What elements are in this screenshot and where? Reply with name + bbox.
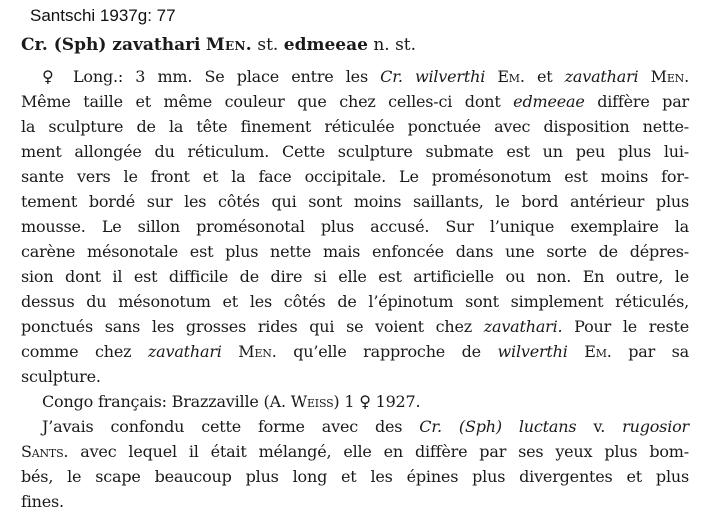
author-abbrev: Men. (650, 67, 689, 86)
italic-term: rugosior (622, 417, 689, 436)
text-line: sion dont il est difficile de dire si elle est artificielle ou non. En outre, le (21, 267, 689, 286)
text-line: tement bordé sur les côtés qui sont moins saillants, le bord antérieur plus (21, 192, 689, 211)
text-line: ment allongée du réticulum. Cette sculpture submate est un peu plus lui- (21, 142, 689, 161)
text-line: la sculpture de la tête finement réticulée ponctuée avec disposition nette- (21, 117, 689, 136)
page-reference: Santschi 1937g: 77 (30, 6, 176, 25)
text-line: sculpture. (21, 367, 101, 386)
text-line: Congo français: Brazzaville (A. Weiss) 1 ♀ 1927. (42, 392, 421, 411)
italic-term: wilverthi (497, 342, 568, 361)
text-line: Sants. avec lequel il était mélangé, elle en diffère par ses yeux plus bom- (21, 442, 689, 461)
italic-term: Cr. (Sph) luctans (419, 417, 577, 436)
taxon-author: Men. (205, 35, 252, 55)
text-line: dessus du mésonotum et les côtés de l’épinotum sont simplement réticulés, (21, 292, 689, 311)
text-line: comme chez zavathari Men. qu’elle rapproche de wilverthi Em. par sa (21, 342, 690, 361)
taxon-genus: Cr. (Sph) zavathari (21, 35, 201, 55)
text-line: J’avais confondu cette forme avec des Cr. (Sph) luctans v. rugosior (42, 417, 689, 436)
text-line: fines. (21, 492, 64, 511)
taxon-title (21, 35, 416, 55)
italic-term: zavathari. (483, 317, 563, 336)
taxon-rank-2: n. st. (373, 35, 417, 55)
italic-term: edmeeae (513, 92, 585, 111)
text-line: Même taille et même couleur que chez celles-ci dont edmeeae diffère par (21, 92, 689, 111)
author-abbrev: Em. (497, 67, 525, 86)
author-abbrev: Sants. (21, 442, 69, 461)
author-abbrev: Weiss (290, 392, 334, 411)
taxon-name: edmeeae (283, 35, 368, 55)
text-line: carène mésonotale est plus nette mais enfoncée dans une sorte de dépres- (21, 242, 689, 261)
taxon-rank-1: st. (257, 35, 279, 55)
author-abbrev: Em. (584, 342, 612, 361)
italic-term: zavathari (147, 342, 222, 361)
text-line: bés, le scape beaucoup plus long et les épines plus divergentes et plus (21, 467, 689, 486)
text-line: ponctués sans les grosses rides qui se voient chez zavathari. Pour le reste (21, 317, 689, 336)
italic-term: Cr. wilverthi (380, 67, 486, 86)
text-line: mousse. Le sillon promésonotal plus accusé. Sur l’unique exemplaire la (21, 217, 689, 236)
author-abbrev: Men. (238, 342, 277, 361)
italic-term: zavathari (564, 67, 639, 86)
text-line: sante vers le front et la face occipitale. Le promésonotum est moins for- (21, 167, 689, 186)
text-line: ♀ Long.: 3 mm. Se place entre les Cr. wilverthi Em. et zavathari Men. (42, 67, 689, 86)
